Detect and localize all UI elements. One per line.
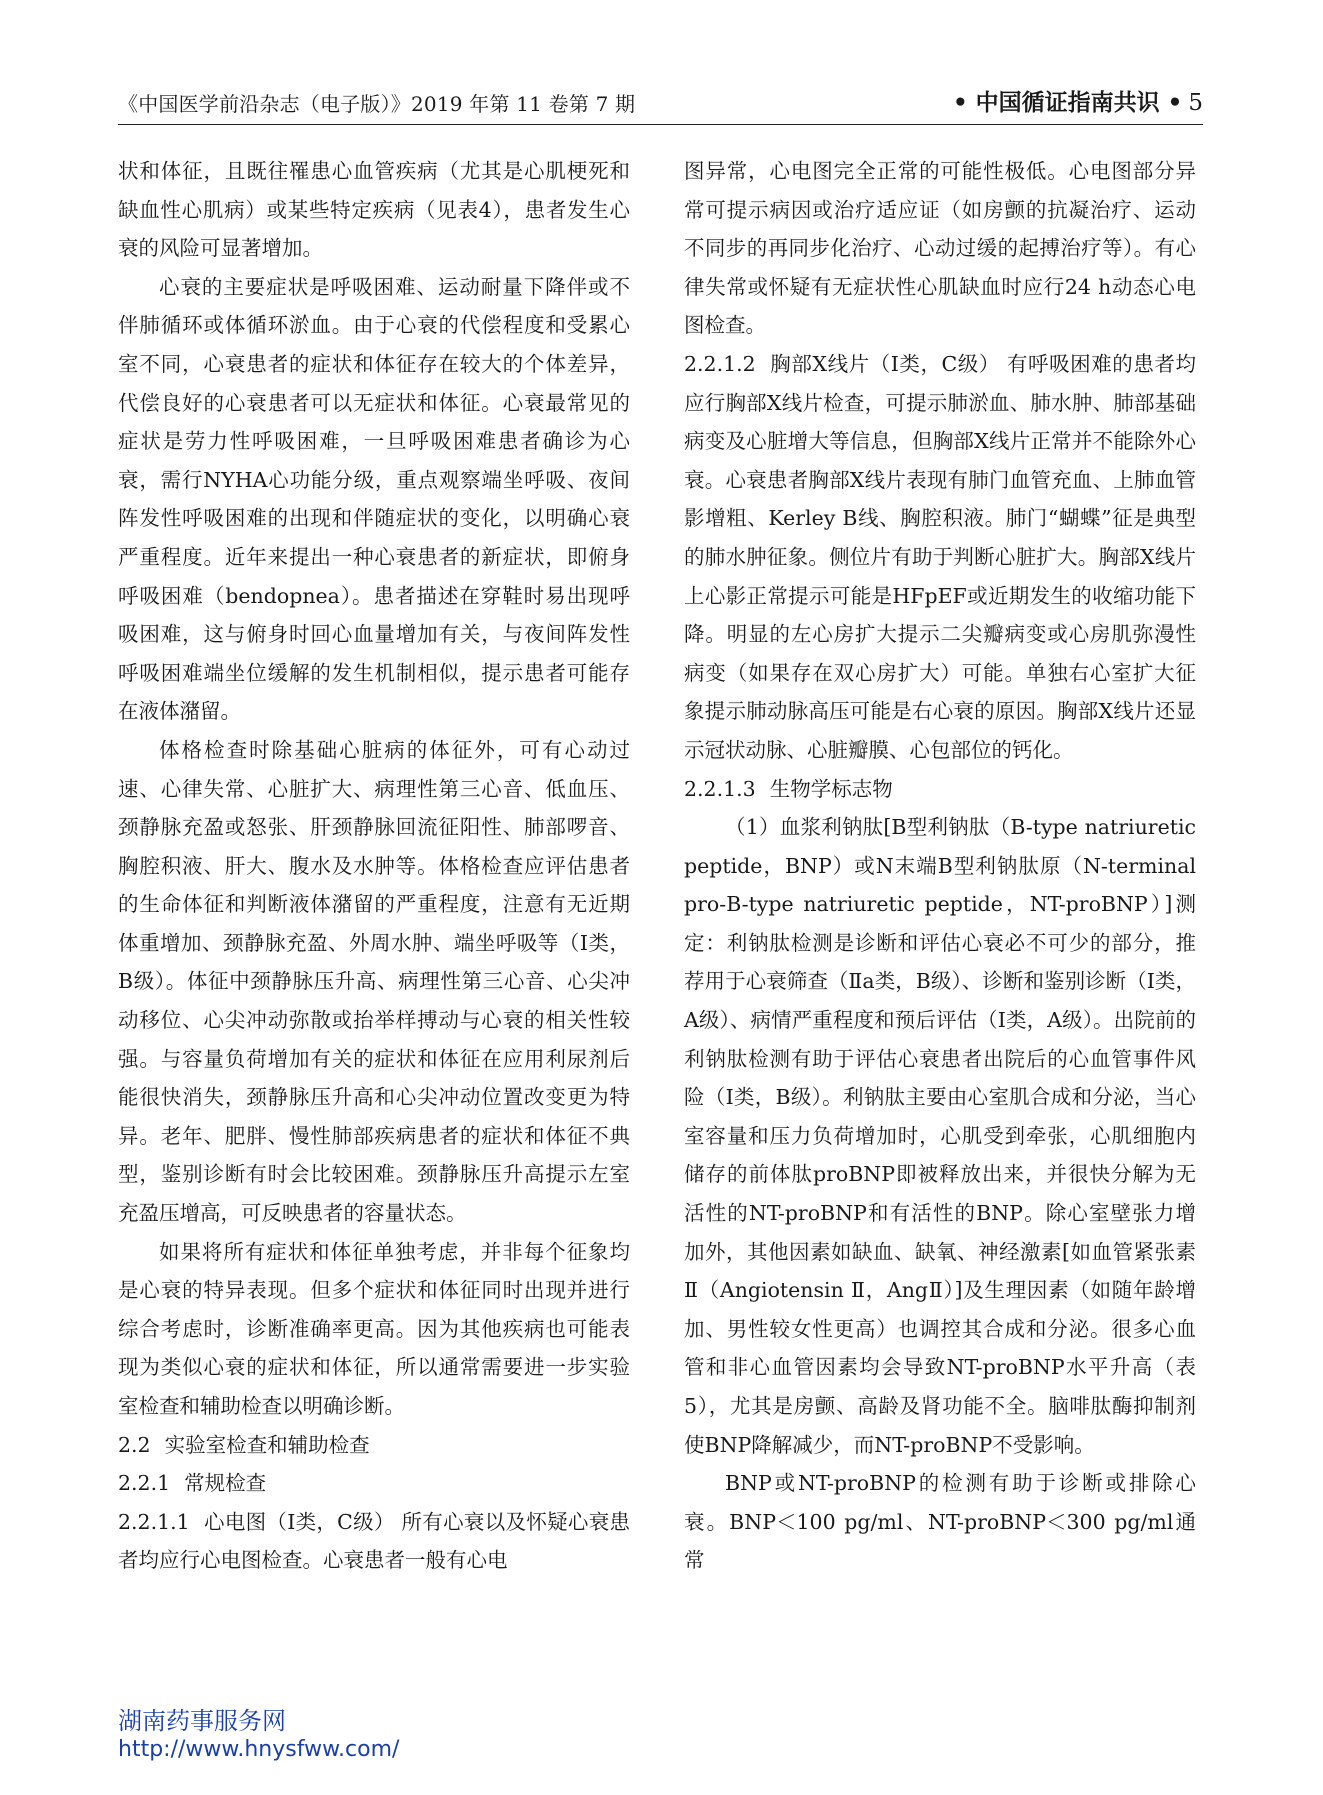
section-title: 常规检查 xyxy=(184,1471,267,1496)
paragraph: 体格检查时除基础心脏病的体征外，可有心动过速、心律失常、心脏扩大、病理性第三心音、低血压、颈静脉充盈或怒张、肝颈静脉回流征阳性、肺部啰音、胸腔积液、肝大、腹水及水肿等。体格检查应评估患者的生命体征和判断液体潴留的严重程度，注意有无近期体重增加、颈静脉充盈、外周水肿、端坐呼吸等（Ⅰ类，B级）。体征中颈静脉压升高、病理性第三心音、心尖冲动移位、心尖冲动弥散或抬举样搏动与心衰的相关性较强。与容量负荷增加有关的症状和体征在应用利尿剂后能很快消失，颈静脉压升高和心尖冲动位置改变更为特异。老年、肥胖、慢性肺部疾病患者的症状和体征不典型，鉴别诊断有时会比较困难。颈静脉压升高提示左室充盈压增高，可反映患者的容量状态。 xyxy=(118,737,630,1226)
subsubsection-heading xyxy=(684,770,1196,809)
subsection-heading xyxy=(118,1464,630,1503)
journal-title: 《中国医学前沿杂志（电子版）》2019 年第 11 卷第 7 期 xyxy=(118,92,636,116)
section-number: 2.2.1.1 xyxy=(118,1509,190,1534)
section-text: 胸部X线片（Ⅰ类，C级） 有呼吸困难的患者均应行胸部X线片检查，可提示肺淤血、肺水肿、肺部基础病变及心脏增大等信息，但胸部X线片正常并不能除外心衰。心衰患者胸部X线片表现有肺门血管充血、上肺血管影增粗、Kerley B线、胸腔积液。肺门“蝴蝶”征是典型的肺水肿征象。侧位片有助于判断心脏扩大。胸部X线片上心影正常提示可能是HFpEF或近期发生的收缩功能下降。明显的左心房扩大提示二尖瓣病变或心房肌弥漫性病变（如果存在双心房扩大）可能。单独右心室扩大征象提示肺动脉高压可能是右心衰的原因。胸部X线片还显示冠状动脉、心脏瓣膜、心包部位的钙化。 xyxy=(684,351,1196,762)
section-number: 2.2 xyxy=(118,1432,151,1457)
paragraph: 状和体征，且既往罹患心血管疾病（尤其是心肌梗死和缺血性心肌病）或某些特定疾病（见表4），患者发生心衰的风险可显著增加。 xyxy=(118,159,630,261)
page-number: 5 xyxy=(1188,90,1203,116)
watermark xyxy=(118,1706,399,1764)
section-number: 2.2.1.2 xyxy=(684,351,756,376)
watermark-name: 湖南药事服务网 xyxy=(118,1707,286,1735)
page-header xyxy=(118,84,1203,125)
section-title xyxy=(953,84,1203,117)
section-title: 实验室检查和辅助检查 xyxy=(164,1432,370,1457)
section-number: 2.2.1 xyxy=(118,1471,171,1496)
paragraph: 心衰的主要症状是呼吸困难、运动耐量下降伴或不伴肺循环或体循环淤血。由于心衰的代偿程度和受累心室不同，心衰患者的症状和体征存在较大的个体差异，代偿良好的心衰患者可以无症状和体征。心衰最常见的症状是劳力性呼吸困难，一旦呼吸困难患者确诊为心衰，需行NYHA心功能分级，重点观察端坐呼吸、夜间阵发性呼吸困难的出现和伴随症状的变化，以明确心衰严重程度。近年来提出一种心衰患者的新症状，即俯身呼吸困难（bendopnea）。患者描述在穿鞋时易出现呼吸困难，这与俯身时回心血量增加有关，与夜间阵发性呼吸困难端坐位缓解的发生机制相似，提示患者可能存在液体潴留。 xyxy=(118,274,630,724)
paragraph: （1）血浆利钠肽[B型利钠肽（B-type natriuretic peptide，BNP）或N末端B型利钠肽原（N-terminal pro-B-type natriuretic peptide，NT-proBNP）]测定：利钠肽检测是诊断和评估心衰必不可少的部分，推荐用于心衰筛查（Ⅱa类，B级）、诊断和鉴别诊断（Ⅰ类，A级）、病情严重程度和预后评估（Ⅰ类，A级）。出院前的利钠肽检测有助于评估心衰患者出院后的心血管事件风险（Ⅰ类，B级）。利钠肽主要由心室肌合成和分泌，当心室容量和压力负荷增加时，心肌受到牵张，心肌细胞内储存的前体肽proBNP即被释放出来，并很快分解为无活性的NT-proBNP和有活性的BNP。除心室壁张力增加外，其他因素如缺血、缺氧、神经激素[如血管紧张素Ⅱ（Angiotensin Ⅱ，AngⅡ）]及生理因素（如随年龄增加、男性较女性更高）也调控其合成和分泌。很多心血管和非心血管因素均会导致NT-proBNP水平升高（表5），尤其是房颤、高龄及肾功能不全。脑啡肽酶抑制剂使BNP降解减少，而NT-proBNP不受影响。 xyxy=(684,815,1196,1457)
paragraph: 如果将所有症状和体征单独考虑，并非每个征象均是心衰的特异表现。但多个症状和体征同时出现并进行综合考虑时，诊断准确率更高。因为其他疾病也可能表现为类似心衰的症状和体征，所以通常需要进一步实验室检查和辅助检查以明确诊断。 xyxy=(118,1239,630,1418)
subsubsection-paragraph xyxy=(684,345,1196,770)
section-label: • 中国循证指南共识 • xyxy=(952,90,1183,116)
paragraph: 图异常，心电图完全正常的可能性极低。心电图部分异常可提示病因或治疗适应证（如房颤的抗凝治疗、运动不同步的再同步化治疗、心动过缓的起搏治疗等）。有心律失常或怀疑有无症状性心肌缺血时应行24 h动态心电图检查。 xyxy=(684,159,1196,338)
section-text: 心电图（Ⅰ类，C级） 所有心衰以及怀疑心衰患者均应行心电图检查。心衰患者一般有心电 xyxy=(118,1509,630,1573)
section-heading xyxy=(118,1426,630,1465)
section-number: 2.2.1.3 xyxy=(684,776,756,801)
paragraph: BNP或NT-proBNP的检测有助于诊断或排除心衰。BNP＜100 pg/ml、NT-proBNP＜300 pg/ml通常 xyxy=(684,1471,1196,1573)
subsubsection-paragraph xyxy=(118,1503,630,1580)
watermark-link[interactable]: http://www.hnysfww.com/ xyxy=(118,1737,400,1762)
right-column xyxy=(684,152,1196,1580)
section-title: 生物学标志物 xyxy=(769,776,893,801)
left-column xyxy=(118,152,630,1580)
